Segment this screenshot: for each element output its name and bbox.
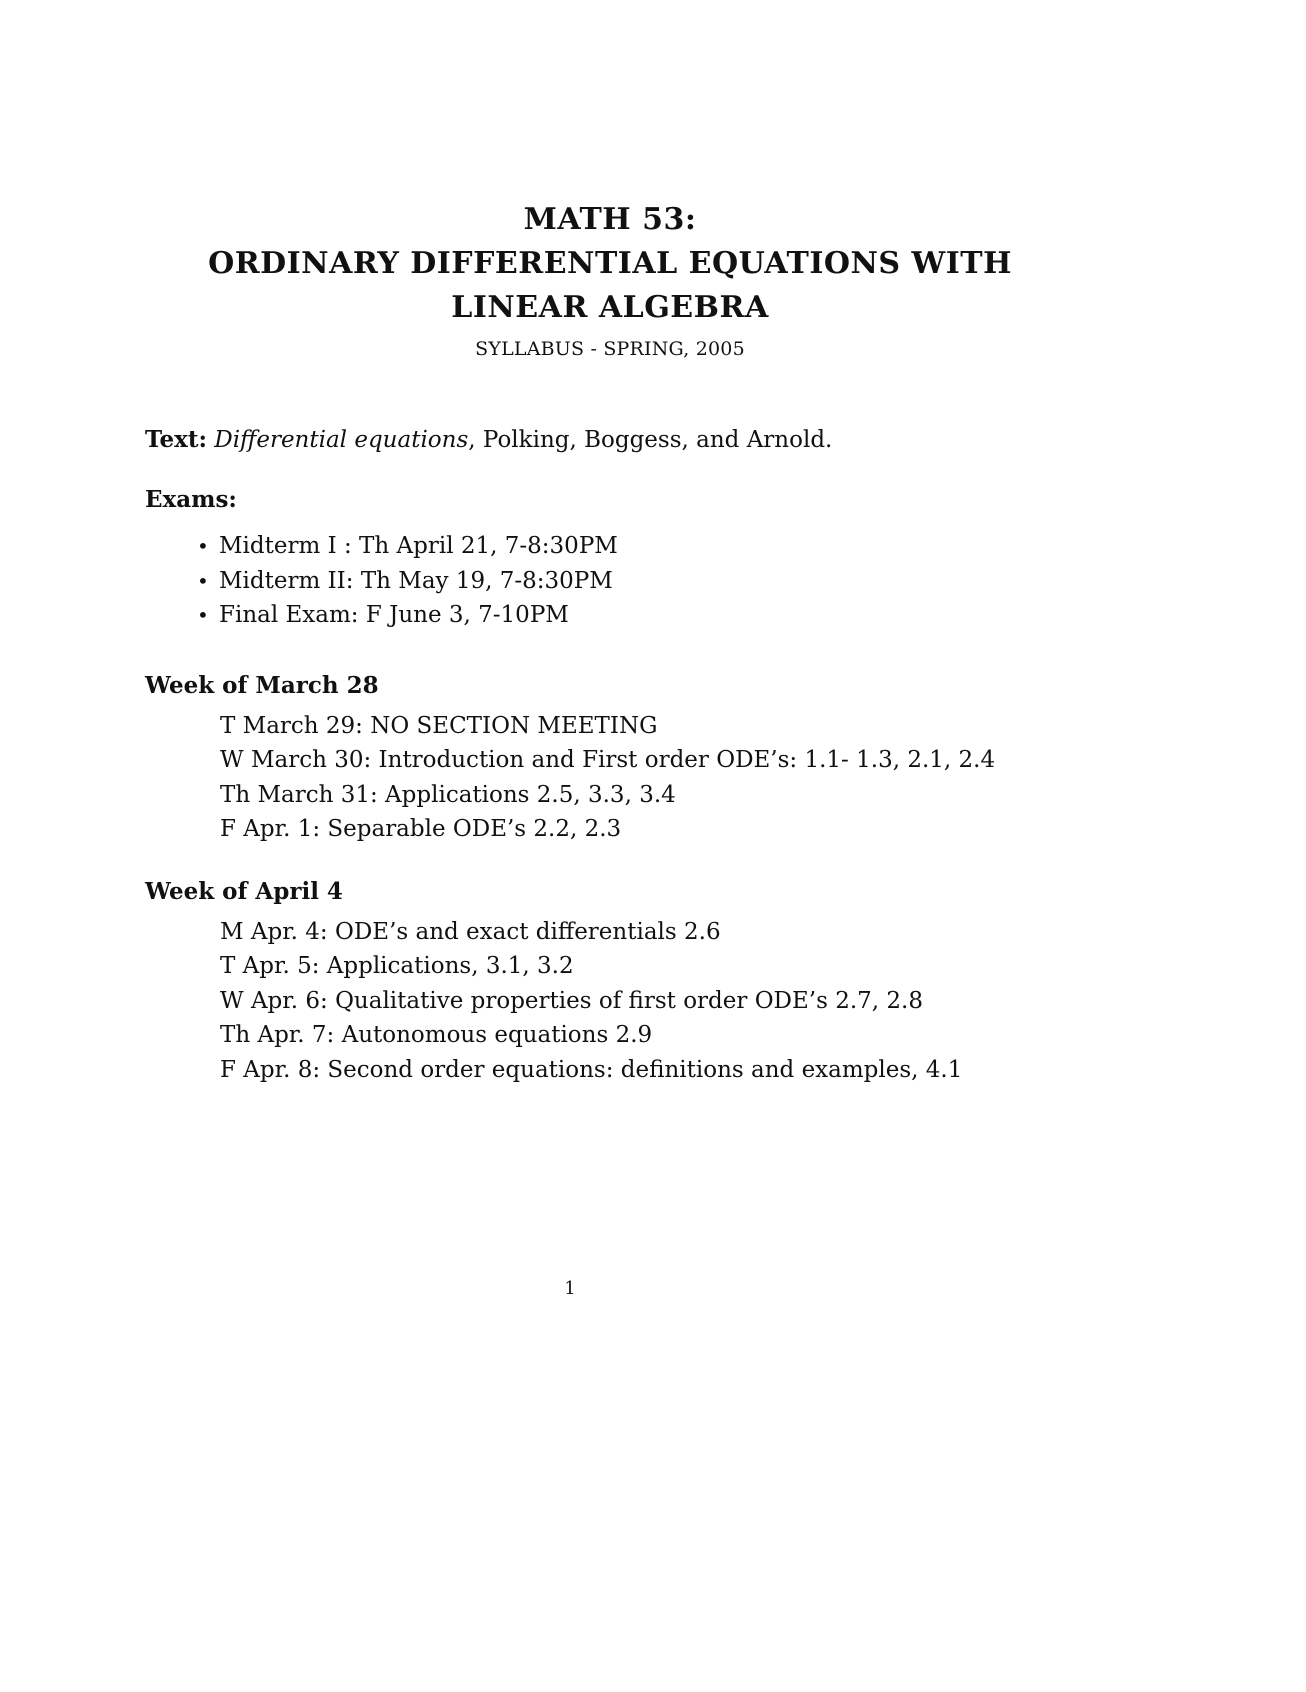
exams-heading: Exams: [145, 486, 237, 513]
bullet-icon: • [197, 603, 209, 627]
exam-item-text: Final Exam: F June 3, 7-10PM [219, 602, 569, 628]
syllabus-content [145, 425, 1205, 1087]
course-number: MATH 53: [523, 202, 697, 237]
schedule-entry: F Apr. 8: Second order equations: definitions and examples, 4.1 [220, 1056, 963, 1083]
syllabus-subtitle: SYLLABUS - SPRING, 2005 [475, 338, 745, 360]
bullet-icon: • [197, 568, 209, 593]
schedule-entry: F Apr. 1: Separable ODE’s 2.2, 2.3 [220, 816, 622, 842]
course-title-line-2: LINEAR ALGEBRA [451, 290, 769, 325]
exam-item [197, 564, 1205, 599]
exam-item [197, 598, 1205, 633]
schedule-entry: Th Apr. 7: Autonomous equations 2.9 [220, 1022, 653, 1048]
textbook-title: Differential equations [214, 427, 469, 453]
week-schedule [145, 709, 1205, 847]
exam-item [197, 529, 1205, 564]
course-title-line-1: ORDINARY DIFFERENTIAL EQUATIONS WITH [208, 246, 1012, 281]
exam-item-text: Midterm II: Th May 19, 7-8:30PM [219, 567, 613, 594]
page-number: 1 [564, 1278, 576, 1299]
bullet-icon: • [197, 534, 209, 558]
textbook-authors: , Polking, Boggess, and Arnold. [468, 427, 833, 453]
schedule-entry: T March 29: NO SECTION MEETING [220, 712, 658, 739]
week-heading: Week of March 28 [145, 671, 379, 699]
schedule-entry: W Apr. 6: Qualitative properties of first order ODE’s 2.7, 2.8 [220, 987, 923, 1014]
schedule-entry: W March 30: Introduction and First order ODE’s: 1.1- 1.3, 2.1, 2.4 [220, 747, 996, 773]
title-block [0, 198, 1220, 330]
week-heading: Week of April 4 [145, 877, 343, 905]
week-schedule [145, 915, 1205, 1088]
schedule-entry: Th March 31: Applications 2.5, 3.3, 3.4 [220, 781, 676, 808]
schedule-entry: M Apr. 4: ODE’s and exact differentials 2.6 [220, 918, 721, 945]
schedule-entry: T Apr. 5: Applications, 3.1, 3.2 [220, 953, 574, 979]
exam-list [145, 529, 1205, 633]
textbook-label: Text: [145, 426, 207, 453]
textbook-line [145, 425, 1205, 455]
exam-item-text: Midterm I : Th April 21, 7-8:30PM [219, 533, 618, 559]
